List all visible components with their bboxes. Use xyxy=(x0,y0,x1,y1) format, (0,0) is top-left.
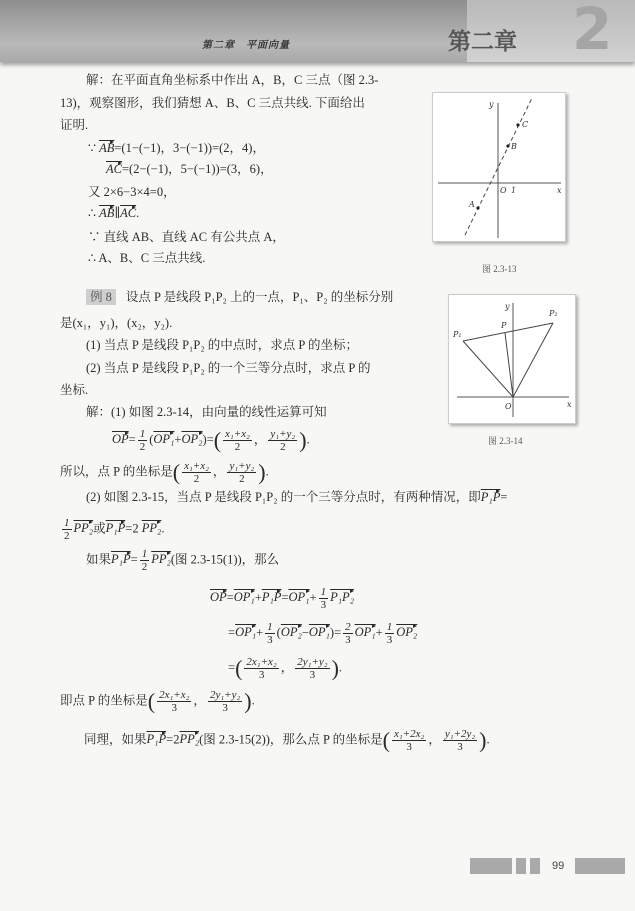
text-line xyxy=(86,71,378,89)
text-run: ， xyxy=(193,693,206,708)
footer-bar xyxy=(530,858,540,874)
text-run: = xyxy=(228,625,236,640)
text-run: (2) 如图 2.3-15，当点 P 是线段 P₁P₂ 的一个三等分点时，有两种情况，即 xyxy=(86,490,481,504)
text-line xyxy=(106,160,273,178)
fraction xyxy=(182,460,211,485)
fraction xyxy=(392,728,426,753)
fraction xyxy=(295,656,329,681)
point-b xyxy=(506,144,509,147)
fraction xyxy=(208,689,242,714)
fraction xyxy=(319,586,329,611)
vector: OP₂ xyxy=(181,432,203,447)
parenthesis: ) xyxy=(479,727,487,753)
text-run: + xyxy=(254,590,262,605)
x-label: x xyxy=(557,186,562,195)
denominator: 3 xyxy=(309,669,316,681)
vector: P₁P₂ xyxy=(330,590,355,605)
numerator: 2 xyxy=(345,621,351,633)
parenthesis: ) xyxy=(258,459,266,485)
denominator: 3 xyxy=(320,599,327,611)
text-run: (2) 当点 P 是线段 P₁P₂ 的一个三等分点时，求点 P 的 xyxy=(86,361,371,375)
text-run: = xyxy=(130,552,138,567)
example-badge: 例 8 xyxy=(86,289,116,305)
text-line xyxy=(86,403,327,421)
numerator: 1 xyxy=(320,586,327,598)
vector: OP₁ xyxy=(233,590,255,605)
text-run: . xyxy=(161,521,165,536)
vector: PP₂ xyxy=(73,521,94,536)
text-run: 坐标. xyxy=(60,383,89,397)
text-run: + xyxy=(256,625,264,640)
text-run: − xyxy=(301,625,309,640)
y-label: y xyxy=(489,100,494,109)
denominator: 3 xyxy=(171,702,177,714)
vector-op1 xyxy=(463,341,513,397)
vector: P₁P xyxy=(261,590,282,605)
text-run: ， xyxy=(280,660,294,675)
point-c xyxy=(516,123,519,126)
fraction xyxy=(227,460,256,485)
fraction xyxy=(62,517,72,542)
text-run: ∵ 直线 AB、直线 AC 有公共点 A， xyxy=(88,230,285,244)
text-run: )= xyxy=(202,432,214,447)
text-run: =2 xyxy=(166,732,180,747)
vector: P₁P xyxy=(111,552,131,567)
numerator: y₁+2y₂ xyxy=(444,728,476,740)
vector: OP₁ xyxy=(235,625,257,640)
text-run: 或 xyxy=(93,521,106,536)
text-line xyxy=(60,94,365,112)
fraction xyxy=(244,656,278,681)
text-run: )= xyxy=(329,625,342,640)
text-line xyxy=(86,548,279,573)
text-run: 又 2×6−3×4=0， xyxy=(88,185,176,199)
text-run: ∵ xyxy=(88,141,100,155)
text-run: = xyxy=(128,432,136,447)
fraction xyxy=(265,621,275,646)
numerator: 1 xyxy=(64,517,70,529)
chapter-mark: 第二章 xyxy=(448,29,517,55)
denominator: 3 xyxy=(222,702,228,714)
text-run: . xyxy=(306,432,310,447)
text-line xyxy=(60,460,269,485)
text-run: . xyxy=(136,206,140,220)
parenthesis: ) xyxy=(244,688,252,714)
denominator: 2 xyxy=(234,441,241,453)
c-label: C xyxy=(522,120,529,129)
text-run: 所以，点 P 的坐标是 xyxy=(60,464,173,479)
numerator: 2y₁+y₂ xyxy=(297,656,328,668)
formula-line xyxy=(112,428,310,453)
text-run: ∥ xyxy=(114,206,121,220)
denominator: 2 xyxy=(141,561,148,573)
text-run: ∴ A、B、C 三点共线. xyxy=(88,251,206,265)
text-run: + xyxy=(309,590,317,605)
fraction xyxy=(385,621,395,646)
vector: OP₂ xyxy=(396,625,418,640)
text-run: (1) 当点 P 是线段 P₁P₂ 的中点时，求点 P 的坐标； xyxy=(86,338,359,352)
fraction xyxy=(268,428,297,453)
fraction xyxy=(157,689,191,714)
text-run: 解：(1) 如图 2.3-14，由向量的线性运算可知 xyxy=(86,405,327,419)
vector: PP₂ xyxy=(151,552,171,567)
text-run: 证明. xyxy=(60,118,89,132)
text-run: (图 2.3-15(1))，那么 xyxy=(170,552,280,567)
vector: P₁P xyxy=(146,732,167,747)
text-run: 如果 xyxy=(86,552,112,567)
vector-op xyxy=(505,333,513,397)
figure-caption: 图 2.3-13 xyxy=(482,264,517,274)
text-run: = xyxy=(281,590,289,605)
text-run: =(1−(−1)，3−(−1))=(2，4)， xyxy=(114,141,265,155)
p-label: P xyxy=(501,321,507,330)
vector: OP₂ xyxy=(280,625,302,640)
x-label: x xyxy=(567,400,572,409)
numerator: 2x₁+x₂ xyxy=(159,689,190,701)
y-label: y xyxy=(505,302,510,311)
text-run: ( xyxy=(149,432,154,447)
text-run: ∴ xyxy=(88,206,100,220)
denominator: 2 xyxy=(280,441,286,453)
vector: P₁P xyxy=(480,490,501,504)
text-line xyxy=(86,488,507,506)
text-line xyxy=(88,183,176,201)
numerator: x₁+x₂ xyxy=(225,428,250,440)
denominator: 3 xyxy=(258,669,265,681)
text-run: . xyxy=(265,464,269,479)
formula-line xyxy=(228,656,342,681)
unit-label: 1 xyxy=(511,186,517,195)
footer-bar xyxy=(575,858,625,874)
vector: $\overline{AB}$ xyxy=(99,141,115,155)
text-run: 同理，如果 xyxy=(84,732,147,747)
text-run: + xyxy=(174,432,182,447)
vector-op2 xyxy=(513,323,553,397)
text-line xyxy=(60,381,88,399)
numerator: 1 xyxy=(141,548,148,560)
text-run: =2 xyxy=(125,521,142,536)
figure-2-3-13 xyxy=(432,92,566,242)
vector: $\overline{OP}$ xyxy=(210,590,227,605)
numerator: 1 xyxy=(139,428,146,440)
text-line xyxy=(86,336,358,354)
vector: $\overline{AC}$ xyxy=(120,206,137,220)
text-line xyxy=(88,139,265,157)
vector: $\overline{AC}$ xyxy=(106,162,122,176)
footer-bar xyxy=(470,858,512,874)
fraction xyxy=(443,728,477,753)
numerator: x₁+2x₂ xyxy=(393,728,425,740)
text-run: 13)，观察图形，我们猜想 A、B、C 三点共线. 下面给出 xyxy=(60,96,365,110)
text-run: 即点 P 的坐标是 xyxy=(60,693,148,708)
parenthesis: ( xyxy=(147,688,156,714)
origin-label: O xyxy=(500,186,507,195)
footer-bar xyxy=(516,858,526,874)
b-label: B xyxy=(511,142,517,151)
text-run: 设点 P 是线段 P₁P₂ 上的一点，P₁、P₂ 的坐标分别 xyxy=(125,290,394,304)
fraction xyxy=(223,428,252,453)
numerator: y₁+y₂ xyxy=(270,428,296,440)
chapter-header xyxy=(0,0,635,62)
text-line xyxy=(86,359,371,377)
figure-2-3-14 xyxy=(448,294,576,424)
denominator: 2 xyxy=(193,473,200,485)
fraction xyxy=(343,621,353,646)
denominator: 2 xyxy=(64,530,70,542)
text-line xyxy=(86,288,393,306)
text-line xyxy=(60,314,172,332)
page-number: 99 xyxy=(552,860,565,872)
origin-label: O xyxy=(505,402,512,411)
numerator: x₁+x₂ xyxy=(184,460,209,472)
p2-label: P₂ xyxy=(549,309,558,318)
text-run: =(2−(−1)，5−(−1))=(3，6)， xyxy=(121,162,273,176)
numerator: 2x₁+x₂ xyxy=(246,656,277,668)
text-line xyxy=(88,228,285,246)
fraction xyxy=(140,548,150,573)
denominator: 2 xyxy=(139,441,146,453)
text-run: 解：在平面直角坐标系中作出 A，B，C 三点（图 2.3- xyxy=(86,73,379,87)
denominator: 3 xyxy=(386,634,393,646)
vector: $\overline{AB}$ xyxy=(99,206,115,220)
denominator: 3 xyxy=(457,741,463,753)
text-run: ( xyxy=(276,625,281,640)
text-line xyxy=(60,517,164,542)
running-title: 第二章 平面向量 xyxy=(202,40,290,51)
denominator: 3 xyxy=(406,741,412,753)
text-line xyxy=(60,116,88,134)
text-run: ， xyxy=(428,732,441,747)
a-label: A xyxy=(469,200,475,209)
text-run: + xyxy=(375,625,383,640)
parenthesis: ( xyxy=(235,655,243,681)
vector: P₁P xyxy=(105,521,126,536)
numerator: 1 xyxy=(386,621,393,633)
numerator: 1 xyxy=(267,621,273,633)
text-run: ， xyxy=(212,464,226,479)
text-run: 是(x₁，y₁)，(x₂，y₂). xyxy=(60,316,173,330)
text-run: = xyxy=(228,660,236,675)
text-line xyxy=(88,249,205,267)
denominator: 3 xyxy=(267,634,273,646)
formula-line xyxy=(228,621,417,646)
formula-line xyxy=(210,586,354,611)
segment-p1p2 xyxy=(463,323,553,341)
vector: PP₂ xyxy=(179,732,200,747)
text-run: = xyxy=(226,590,234,605)
p1-label: P₁ xyxy=(453,330,462,339)
fraction xyxy=(138,428,148,453)
vector: PP₂ xyxy=(141,521,162,536)
parenthesis: ( xyxy=(213,427,222,453)
vector: OP₁ xyxy=(153,432,175,447)
vector: OP₁ xyxy=(354,625,376,640)
vector: OP₁ xyxy=(308,625,330,640)
parenthesis: ( xyxy=(382,727,390,753)
numerator: 2y₁+y₂ xyxy=(209,689,241,701)
text-run: = xyxy=(500,490,508,504)
text-run: (图 2.3-15(2))，那么点 P 的坐标是 xyxy=(199,732,383,747)
text-line xyxy=(60,689,255,714)
denominator: 2 xyxy=(239,473,245,485)
vector: OP₁ xyxy=(288,590,310,605)
chapter-number-watermark: 2 xyxy=(572,0,613,63)
numerator: y₁+y₂ xyxy=(229,460,255,472)
text-run: . xyxy=(486,732,490,747)
text-run: ， xyxy=(253,432,267,447)
parenthesis: ) xyxy=(331,655,339,681)
text-line xyxy=(88,204,139,222)
denominator: 3 xyxy=(345,634,351,646)
vector: $\overline{OP}$ xyxy=(112,432,129,447)
point-a xyxy=(476,206,479,209)
parenthesis: ) xyxy=(299,427,307,453)
text-line xyxy=(84,728,490,753)
text-run: . xyxy=(338,660,343,675)
parenthesis: ( xyxy=(172,459,181,485)
figure-caption: 图 2.3-14 xyxy=(488,436,523,446)
text-run: . xyxy=(251,693,255,708)
